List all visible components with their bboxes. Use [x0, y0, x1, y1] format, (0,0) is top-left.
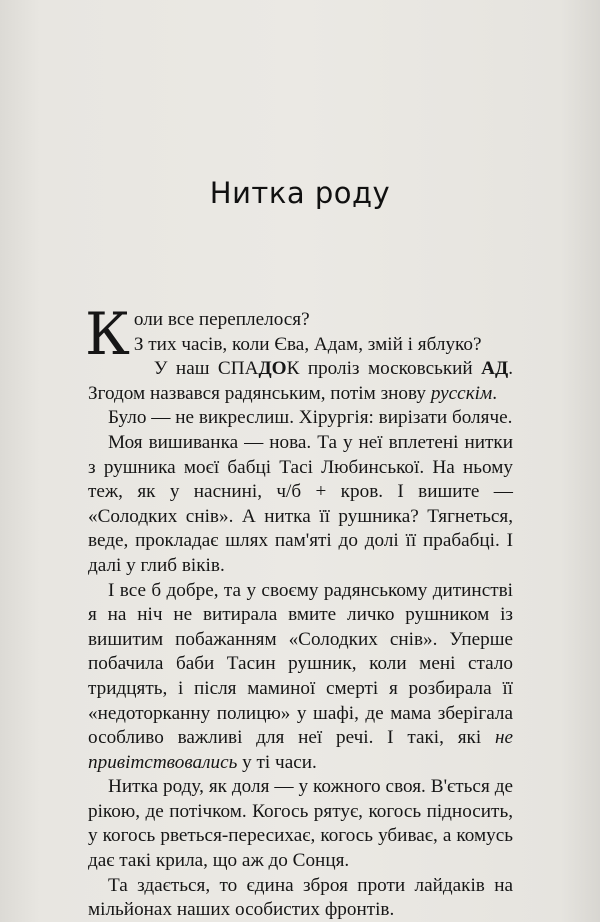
- p2-italic-russkim: русскім: [430, 382, 493, 404]
- paragraph-1-line-1: оли все переплелося?: [133, 309, 310, 330]
- paragraph-4: Моя вишиванка — нова. Та у неї вплетені нитки з рушника моєї бабці Тасі Любинської. На ньому теж, як у наснині, ч/б + кров. І вишите — «Солодких снів». А нитка її рушника? Тягнеться, веде, прокладає шлях пам'яті до долі її прабабці. І далі у глиб віків.: [88, 431, 513, 576]
- p2-bold-do: ДО: [258, 358, 287, 380]
- paragraph-3: Було — не викреслиш. Хірургія: вирізати боляче.: [108, 407, 513, 429]
- p2-text-a: У наш СПА: [153, 358, 259, 380]
- paragraph-5: [88, 579, 513, 776]
- chapter-title: Нитка роду: [209, 176, 391, 210]
- p2-text-e: . Згодом назвався радянським, потім знову: [88, 358, 513, 404]
- p5-text-a: І все б добре, та у своєму радянському дитинстві я на ніч не витирала вмите личко рушником із вишитим побажанням «Солодких снів». Уперше побачила баби Тасин рушник, коли мені стало тридцять, і після маминої смерті я розбирала її «недоторканну полицю» у шафі, де мама зберігала особливо важливі для неї речі. І такі, які: [88, 579, 513, 749]
- p2-text-g: .: [492, 382, 498, 404]
- paragraph-6: Нитка роду, як доля — у кожного своя. В'ється де рікою, де потічком. Когось рятує, когось підносить, у когось рветься-пересихає, когось убиває, а комусь дає такі крила, що аж до Сонця.: [88, 776, 513, 872]
- paragraph-7: Та здається, то єдина зброя проти лайдаків на мільйонах наших особистих фронтів.: [88, 874, 513, 921]
- p5-text-c: у ті часи.: [237, 751, 317, 773]
- p2-bold-ad: АД: [481, 358, 509, 380]
- paragraph-1: [85, 300, 513, 368]
- drop-cap: К: [85, 300, 130, 368]
- p2-text-c: К проліз московський: [286, 358, 482, 380]
- paragraph-1-line-2: З тих часів, коли Єва, Адам, змій і яблуко?: [133, 333, 482, 355]
- paragraph-2: [88, 357, 513, 406]
- p5-italic: не привітствовались: [88, 727, 513, 773]
- chapter-text: [85, 300, 513, 922]
